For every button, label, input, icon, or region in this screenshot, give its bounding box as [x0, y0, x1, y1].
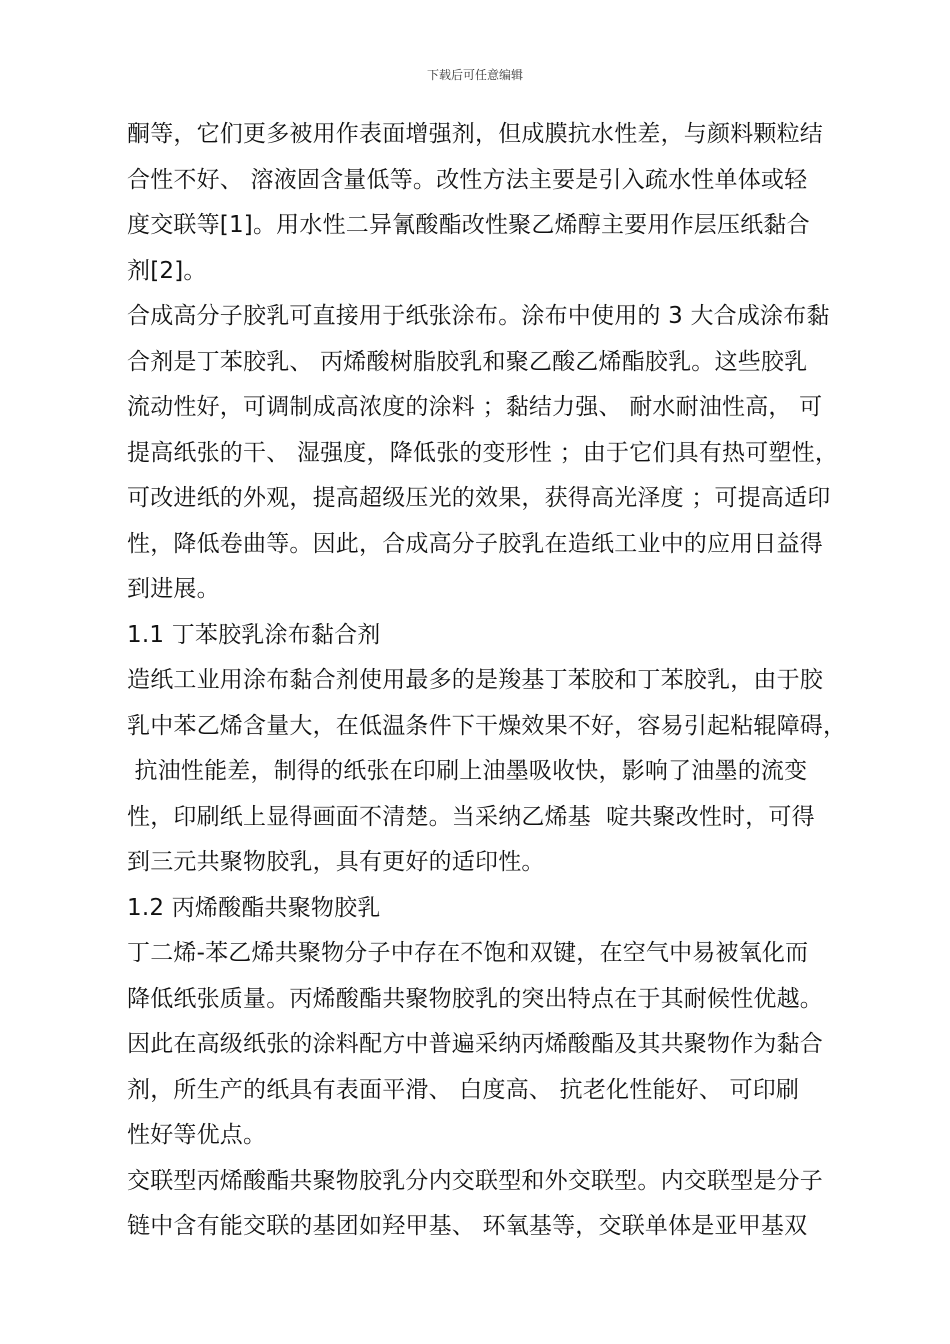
body-line: 链中含有能交联的基团如羟甲基、 环氧基等，交联单体是亚甲基双	[127, 1213, 808, 1239]
body-line: 丁二烯-苯乙烯共聚物分子中存在不饱和双键，在空气中易被氧化而	[127, 940, 809, 966]
page-header: 下载后可任意编辑	[426, 68, 523, 82]
body-line: 到三元共聚物胶乳，具有更好的适印性。	[127, 849, 545, 875]
body-line: 到进展。	[127, 576, 220, 602]
body-line: 合剂是丁苯胶乳、 丙烯酸树脂胶乳和聚乙酸乙烯酯胶乳。这些胶乳	[127, 348, 808, 375]
body-line: 造纸工业用涂布黏合剂使用最多的是羧基丁苯胶和丁苯胶乳，由于胶	[127, 667, 823, 693]
body-line: 性，降低卷曲等。因此，合成高分子胶乳在造纸工业中的应用日益得	[127, 530, 823, 557]
body-line: 合性不好、 溶液固含量低等。改性方法主要是引入疏水性单体或轻	[127, 166, 808, 193]
body-line: 可改进纸的外观，提高超级压光的效果，获得高光泽度 ；可提高适印	[127, 485, 831, 511]
body-line: 流动性好，可调制成高浓度的涂料 ；黏结力强、 耐水耐油性高， 可	[127, 394, 823, 420]
body-line: 合成高分子胶乳可直接用于纸张涂布。涂布中使用的 3 大合成涂布黏	[127, 303, 830, 329]
section-heading-1-1: 1.1 丁苯胶乳涂布黏合剂	[127, 621, 381, 648]
body-line: 抗油性能差，制得的纸张在印刷上油墨吸收快，影响了油墨的流变	[127, 758, 808, 784]
body-line: 酮等，它们更多被用作表面增强剂，但成膜抗水性差，与颜料颗粒结	[127, 121, 823, 147]
section-heading-1-2: 1.2 丙烯酸酯共聚物胶乳	[127, 894, 381, 921]
body-line: 乳中苯乙烯含量大，在低温条件下干燥效果不好，容易引起粘辊障碍，	[127, 712, 847, 739]
body-line: 交联型丙烯酸酯共聚物胶乳分内交联型和外交联型。内交联型是分子	[127, 1167, 823, 1194]
body-line: 降低纸张质量。丙烯酸酯共聚物胶乳的突出特点在于其耐候性优越。	[127, 985, 823, 1012]
body-line: 性，印刷纸上显得画面不清楚。当采纳乙烯基 啶共聚改性时，可得	[127, 803, 815, 830]
document-body	[127, 112, 847, 1250]
body-line: 因此在高级纸张的涂料配方中普遍采纳丙烯酸酯及其共聚物作为黏合	[127, 1031, 823, 1057]
body-line: 性好等优点。	[127, 1122, 267, 1148]
body-line: 剂，所生产的纸具有表面平滑、 白度高、 抗老化性能好、 可印刷	[127, 1076, 800, 1103]
body-line: 度交联等[1]。用水性二异氰酸酯改性聚乙烯醇主要用作层压纸黏合	[127, 212, 810, 238]
body-line: 提高纸张的干、 湿强度，降低张的变形性 ；由于它们具有热可塑性，	[127, 439, 839, 466]
body-line: 剂[2]。	[127, 257, 207, 284]
